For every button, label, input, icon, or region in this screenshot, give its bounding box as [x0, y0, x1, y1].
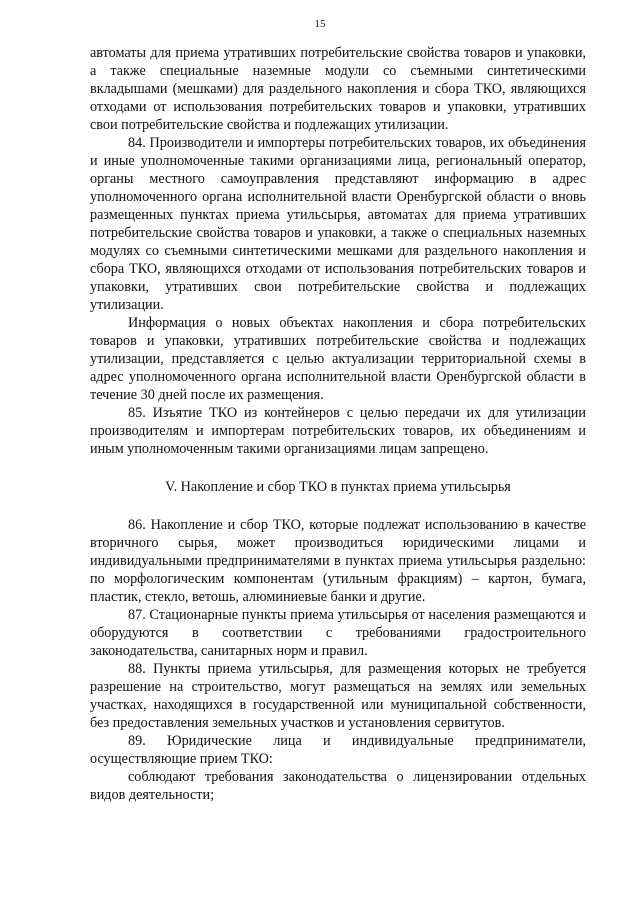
paragraph-87: 87. Стационарные пункты приема утильсырья от населения размещаются и оборудуются в соответствии с требованиями градостроительного законодательства, санитарных норм и правил.	[90, 607, 586, 659]
page-number: 15	[314, 18, 326, 30]
paragraph-89-item: соблюдают требования законодательства о лицензировании отдельных видов деятельности;	[90, 769, 586, 803]
document-body	[90, 44, 586, 804]
section-heading: V. Накопление и сбор ТКО в пунктах приема утильсырья	[165, 479, 511, 495]
paragraph-86: 86. Накопление и сбор ТКО, которые подлежат использованию в качестве вторичного сырья, может производиться юридическими лицами и индивидуальными предпринимателями в пунктах приема утильсырья раздельно: по морфологическим компонентам (утильным фракциям) – картон, бумага, пластик, стекло, ветошь, алюминиевые банки и другие.	[90, 517, 586, 605]
paragraph-info: Информация о новых объектах накопления и сбора потребительских товаров и упаковки, утративших потребительские свойства и подлежащих утилизации, представляется с целью актуализации территориальной схемы в адрес уполномоченного органа исполнительной власти Оренбургской области в течение 30 дней после их размещения.	[90, 315, 586, 403]
paragraph-85: 85. Изъятие ТКО из контейнеров с целью передачи их для утилизации производителям и импортерам потребительских товаров, их объединениям и иным уполномоченным такими организациями лицам запрещено.	[90, 405, 586, 457]
paragraph-88: 88. Пункты приема утильсырья, для размещения которых не требуется разрешение на строительство, могут размещаться на землях или земельных участках, находящихся в государственной или муниципальной собственности, без предоставления земельных участков и установления сервитутов.	[90, 661, 586, 731]
paragraph-84: 84. Производители и импортеры потребительских товаров, их объединения и иные уполномоченные такими организациями лица, региональный оператор, органы местного самоуправления представляют информацию в адрес уполномоченного органа исполнительной власти Оренбургской области о вновь размещенных пунктах приема утильсырья, автоматах для приема утративших потребительские свойства товаров и упаковки, а также о специальных наземных модулях со съемными синтетическими мешками для раздельного накопления и сбора ТКО, являющихся отходами от использования потребительских товаров и упаковки, утративших свои потребительские свойства и подлежащих утилизации.	[90, 135, 586, 313]
paragraph-continuation: автоматы для приема утративших потребительские свойства товаров и упаковки, а также специальные наземные модули со съемными синтетическими вкладышами (мешками) для раздельного накопления и сбора ТКО, являющихся отходами от использования потребительских товаров и упаковки, утративших свои потребительские свойства и подлежащих утилизации.	[90, 45, 586, 133]
paragraph-89: 89. Юридические лица и индивидуальные предприниматели, осуществляющие прием ТКО:	[90, 733, 586, 767]
